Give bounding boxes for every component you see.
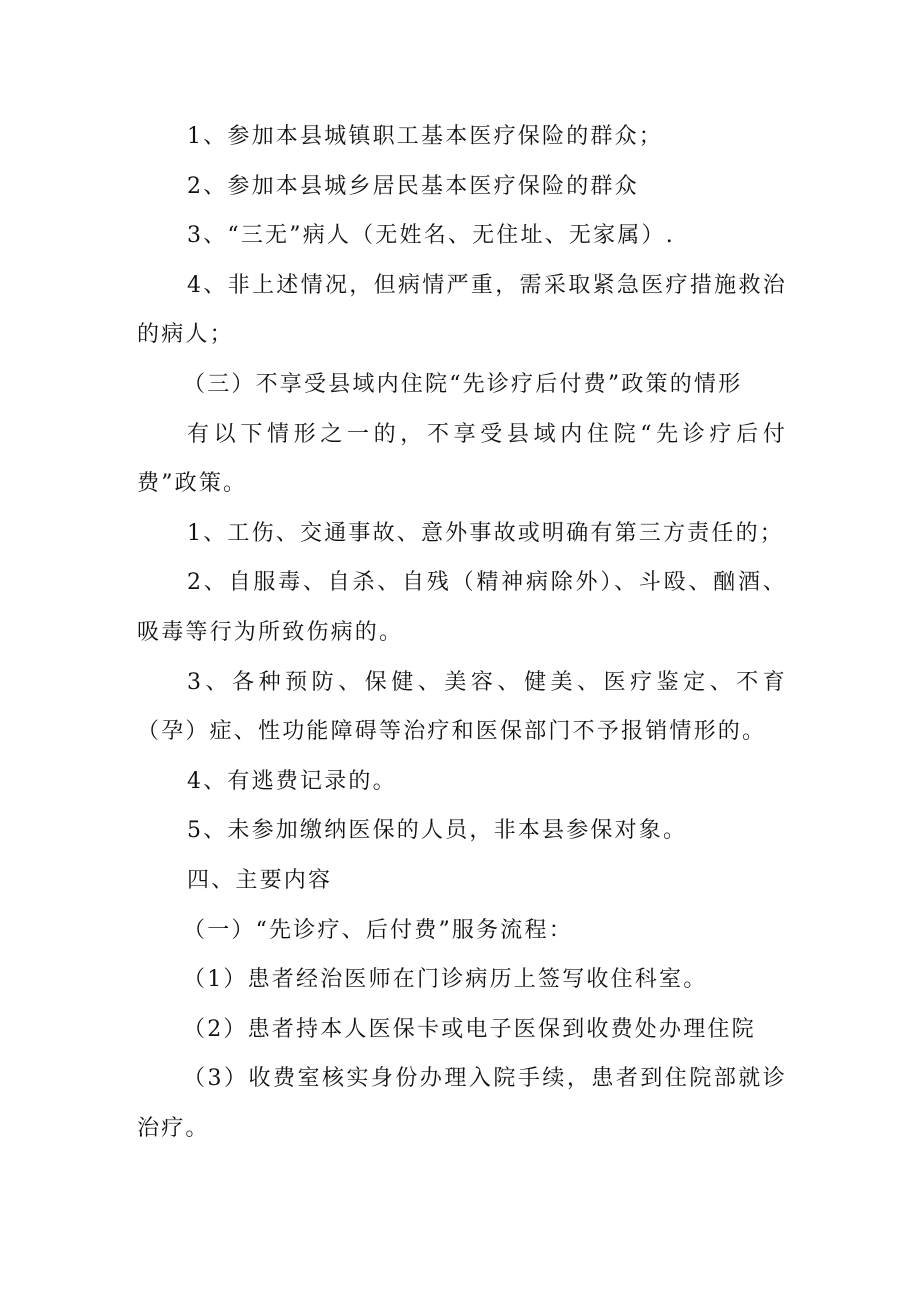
- list-item-eligible-1: 1、参加本县城镇职工基本医疗保险的群众；: [187, 124, 663, 149]
- section-heading-main-content: 四、主要内容: [187, 867, 333, 893]
- list-item-eligible-2: 2、参加本县城乡居民基本医疗保险的群众: [187, 173, 639, 199]
- exclusions-intro: 有以下情形之一的，不享受县域内住院“先诊疗后付费”政策。: [137, 421, 787, 497]
- process-step-3: （3）收费室核实身份办理入院手续，患者到住院部就诊治疗。: [137, 1066, 787, 1141]
- process-step-2: （2）患者持本人医保卡或电子医保到收费处办理住院: [183, 1016, 756, 1042]
- subsection-heading-service-process: （一）“先诊疗、后付费”服务流程：: [183, 917, 573, 943]
- list-item-exclusion-5: 5、未参加缴纳医保的人员，非本县参保对象。: [187, 818, 688, 844]
- list-item-exclusion-1: 1、工伤、交通事故、意外事故或明确有第三方责任的；: [187, 520, 784, 546]
- section-heading-exclusions: （三）不享受县域内住院“先诊疗后付费”政策的情形: [183, 371, 743, 397]
- document-page: [137, 112, 787, 1153]
- list-item-eligible-4: 4、非上述情况，但病情严重，需采取紧急医疗措施救治的病人；: [137, 272, 787, 348]
- process-step-1: （1）患者经治医师在门诊病历上签写收住科室。: [183, 967, 708, 993]
- list-item-exclusion-4: 4、有逃费记录的。: [187, 768, 397, 794]
- list-item-exclusion-3: 3、各种预防、保健、美容、健美、医疗鉴定、不育（孕）症、性功能障碍等治疗和医保部门不予报销情形的。: [137, 669, 787, 745]
- list-item-eligible-3: 3、“三无”病人（无姓名、无住址、无家属）.: [187, 223, 675, 249]
- list-item-exclusion-2: 2、自服毒、自杀、自残（精神病除外）、斗殴、酗酒、吸毒等行为所致伤病的。: [137, 570, 787, 645]
